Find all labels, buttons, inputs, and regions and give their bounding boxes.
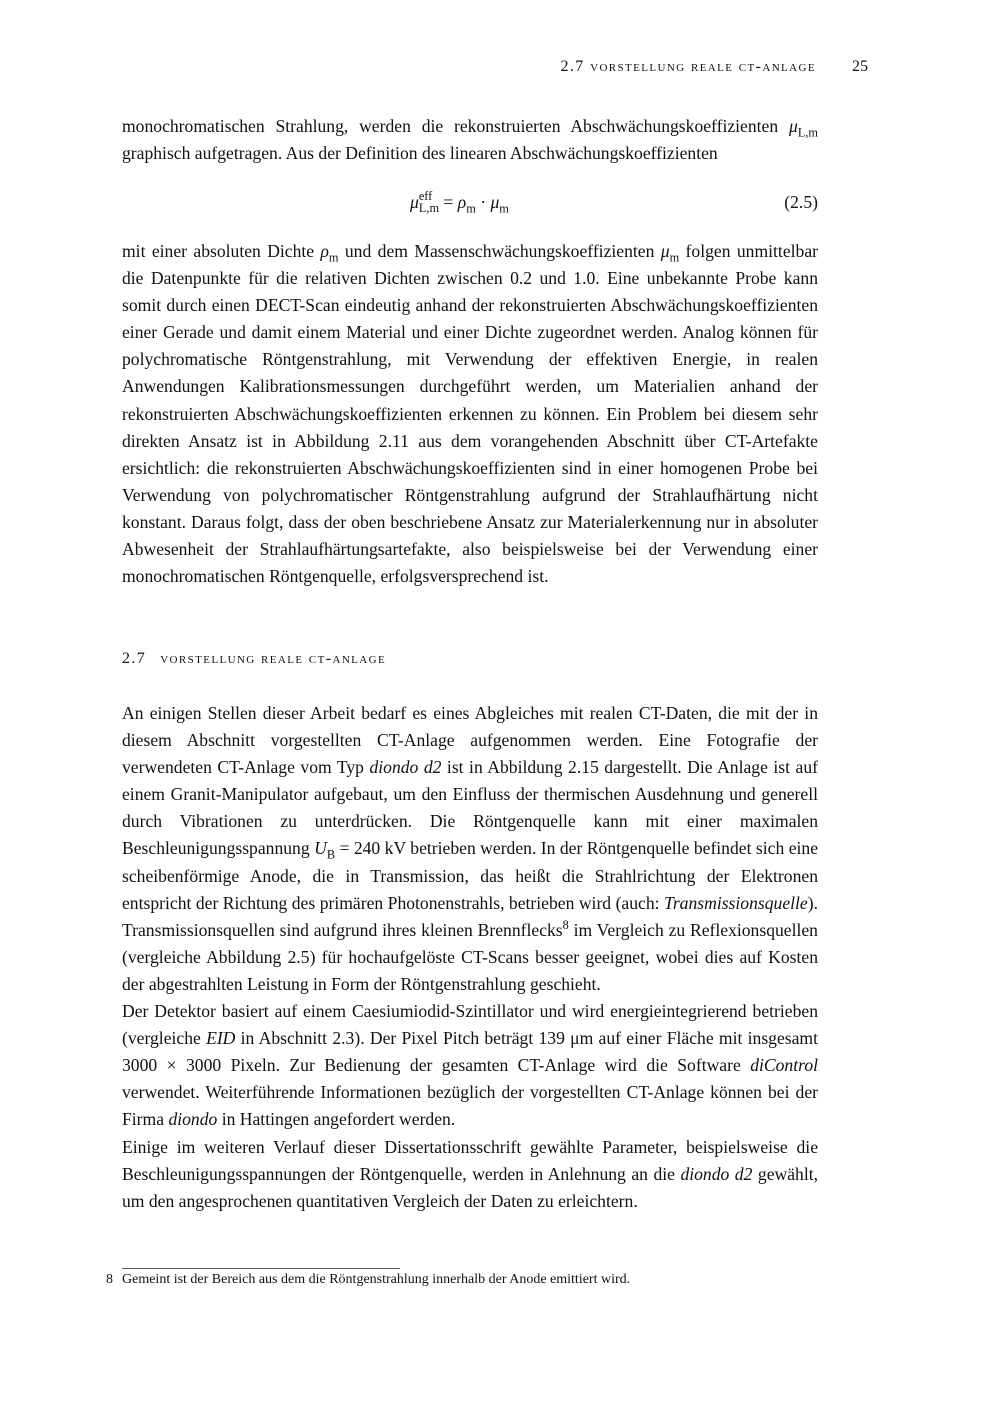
p4-text-d: in Hattingen angefordert werden. — [217, 1109, 456, 1130]
eq-equals: = — [439, 192, 458, 213]
company-name: diondo — [168, 1109, 218, 1130]
p5-text-a: Einige im weiteren Verlauf dieser Dissertationsschrift gewählte Parameter, beispielsweise die Beschleunigungsspannungen der Röntgenquelle, werden in Anlehnung an die — [122, 1136, 818, 1184]
p4-text-c: verwendet. Weiterführende Informationen bezüglich der vorgestellten CT-Anlage können bei der Firma — [122, 1082, 818, 1130]
page-number: 25 — [852, 58, 868, 75]
equation-number: (2.5) — [784, 192, 818, 212]
p2-text-b: und dem Massenschwächungskoeffizienten — [338, 241, 661, 261]
section-title: vorstellung reale ct-anlage — [160, 650, 387, 667]
p4-text-b: in Abschnitt 2.3). Der Pixel Pitch beträgt 139 μm auf einer Fläche mit insgesamt 3000 × 3000 Pixeln. Zur Bedienung der gesamten CT-Anlage wird die Software — [122, 1028, 818, 1076]
intro-line-1: monochromatischen Strahlung, werden die rekonstruierten Abschwächungskoeffizienten — [122, 116, 779, 136]
paragraph-ct-system — [122, 700, 818, 998]
footnote-reference[interactable]: 8 — [562, 917, 569, 932]
paragraph-dect — [122, 238, 818, 590]
section-body — [122, 700, 818, 1215]
mu-subscript: L,m — [797, 125, 818, 140]
voltage-symbol: U — [314, 838, 327, 859]
p3-text-a: An einigen Stellen dieser Arbeit bedarf es eines Abgleiches mit realen CT-Daten, die mit der in diesem Abschnitt vorgestellten CT-Anlage aufgenommen werden. Eine Fotografie der verwendeten CT-Anlage vom Typ — [122, 703, 818, 778]
device-name: diondo d2 — [369, 757, 442, 778]
p3-text-e: im Vergleich zu Reflexionsquellen (vergleiche Abbildung 2.5) für hochaufgelöste CT-Scans besser geeignet, wobei dies auf Kosten der abgestrahlten Leistung in Form der Röntgenstrahlung geschieht. — [122, 919, 818, 994]
paragraph-intro — [122, 113, 818, 167]
section-heading — [122, 650, 386, 668]
equation-body — [410, 189, 509, 216]
footnote-number: 8 — [106, 1272, 113, 1287]
p2-text-c: folgen unmittelbar die Datenpunkte für die relativen Dichten zwischen 0.2 und 1.0. Eine unbekannte Probe kann somit durch einen DECT-Scan eindeutig anhand der rekonstruierten Abschwächungskoeffizienten einer Gerade und damit einem Material und einer Dichte zugeordnet werden. Analog können für polychromatische Röntgenstrahlung, mit Verwendung der effektiven Energie, in realen Anwendungen Kalibrationsmessungen durchgeführt werden, um Materialien anhand der rekonstruierten Abschwächungskoeffizienten erkennen zu können. Ein Problem bei diesem sehr direkten Ansatz ist in Abbildung 2.11 aus dem vorangehenden Abschnitt über CT-Artefakte ersichtlich: die rekonstruierten Abschwächungskoeffizienten sind in einer homogenen Probe bei Verwendung von polychromatischer Röntgenstrahlung aufgrund der Strahlaufhärtung nicht konstant. Daraus folgt, dass der oben beschriebene Ansatz zur Materialerkennung nur in absoluter Abwesenheit der Strahlaufhärtungsartefakte, also beispielsweise bei der Verwendung einer monochromatischen Röntgenquelle, erfolgsversprechend ist. — [122, 241, 818, 587]
transmission-term: Transmissionsquelle — [664, 892, 808, 913]
software-name: diControl — [750, 1055, 818, 1076]
p3-text-d: ). Transmissionsquellen sind aufgrund ihres kleinen Brennflecks — [122, 892, 818, 940]
footnote-text: Gemeint ist der Bereich aus dem die Röntgenstrahlung innerhalb der Anode emittiert wird. — [122, 1272, 631, 1287]
eq-lhs-sup: eff — [418, 189, 433, 203]
device-name-2: diondo d2 — [680, 1163, 753, 1184]
rho-subscript: m — [328, 250, 339, 265]
eq-mu-sub: m — [499, 201, 509, 216]
running-head-section: 2.7 vorstellung reale ct-anlage — [560, 58, 816, 75]
mu-symbol-2: μ — [660, 241, 670, 261]
eq-mu: μ — [490, 192, 500, 213]
eq-lhs-var: μ — [410, 192, 419, 213]
mu-subscript-2: m — [669, 250, 680, 265]
footnote-rule — [122, 1268, 400, 1269]
eq-rho: ρ — [457, 192, 467, 213]
eq-rho-sub: m — [466, 201, 476, 216]
footnote — [106, 1270, 826, 1290]
intro-line-2: graphisch aufgetragen. Aus der Definition des linearen Abschwächungskoeffizienten — [122, 143, 718, 164]
voltage-subscript: B — [326, 847, 336, 862]
paragraph-detector — [122, 998, 818, 1133]
p2-text-a: mit einer absoluten Dichte — [122, 241, 321, 261]
mu-symbol: μ — [788, 116, 798, 136]
eq-lhs-sub: L,m — [418, 201, 440, 215]
p4-text-a: Der Detektor basiert auf einem Caesiumiodid-Szintillator und wird energieintegrierend betrieben (vergleiche — [122, 1001, 818, 1049]
equation-2-5 — [122, 190, 818, 220]
eq-dot: · — [475, 192, 491, 213]
eid-term: EID — [206, 1028, 236, 1049]
section-number: 2.7 — [122, 650, 147, 667]
p3-text-b: ist in Abbildung 2.15 dargestellt. Die Anlage ist auf einem Granit-Manipulator aufgebaut, um den Einfluss der thermischen Ausdehnung und generell durch Vibrationen zu unterdrücken. Die Röntgenquelle kann mit einer maximalen Beschleunigungsspannung — [122, 757, 818, 859]
paragraph-parameters — [122, 1134, 818, 1215]
running-head — [122, 58, 868, 84]
p5-text-b: gewählt, um den angesprochenen quantitativen Vergleich der Daten zu erleichtern. — [122, 1163, 818, 1211]
p3-text-c: = 240 kV betrieben werden. In der Röntgenquelle befindet sich eine scheibenförmige Anode, die in Transmission, das heißt die Strahlrichtung der Elektronen entspricht der Richtung des primären Photonenstrahls, betrieben wird (auch: — [122, 838, 818, 913]
rho-symbol: ρ — [320, 241, 329, 261]
